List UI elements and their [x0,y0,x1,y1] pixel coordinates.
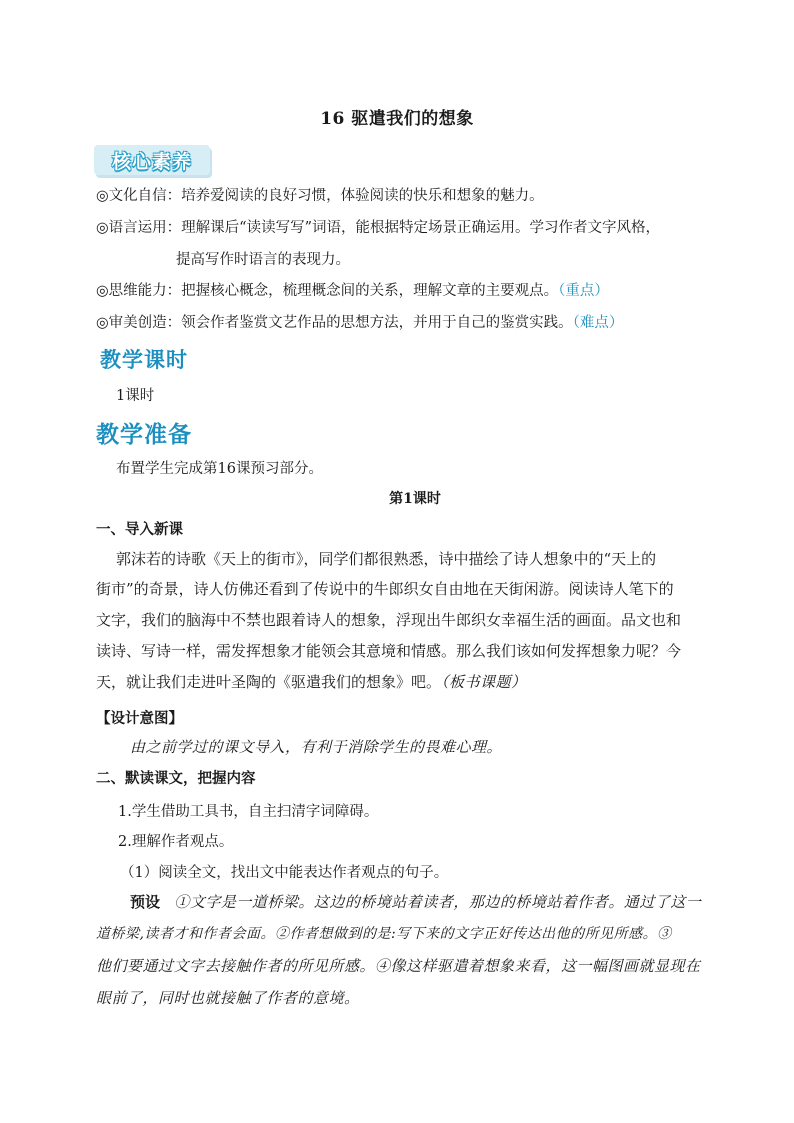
core-competency-badge-label: 核心素养 [111,151,192,173]
prep-text: 布置学生完成第16课预习部分。 [116,461,323,477]
competency-thinking: ◎思维能力：把握核心概念，梳理概念间的关系，理解文章的主要观点。（重点） [96,283,609,299]
prep-heading: 教学准备 [96,422,192,448]
competency-culture: ◎文化自信：培养爱阅读的良好习惯，体验阅读的快乐和想象的魅力。 [96,188,544,204]
page-title: 16 驱遣我们的想象 [320,109,474,129]
competency-language: ◎语言运用：理解课后“读读写写”词语，能根据特定场景正确运用。学习作者文字风格， [96,220,660,236]
board-note: （板书课题） [441,673,527,691]
section2-step1: 1.学生借助工具书，自主扫清字词障碍。 [118,804,379,820]
preset-line-1: 预设 ①文字是一道桥梁。这边的桥境站着读者，那边的桥境站着作者。通过了这一 [130,893,702,911]
section2-step2: 2.理解作者观点。 [118,834,234,850]
design-intent-text: 由之前学过的课文导入，有利于消除学生的畏难心理。 [130,738,503,756]
hours-heading: 教学课时 [100,348,188,372]
preset-label: 预设 [130,893,161,911]
section1-heading: 一、导入新课 [96,521,183,538]
difficult-point-tag: （难点） [572,315,624,331]
section1-line-2: 街市”的奇景，诗人仿佛还看到了传说中的牛郎织女自由地在天街闲游。阅读诗人笔下的 [96,580,674,598]
preset-line-2: 道桥梁,读者才和作者会面。②作者想做到的是:写下来的文字正好传达出他的所见所感。③ [96,926,672,942]
competency-aesthetic: ◎审美创造：领会作者鉴赏文艺作品的思想方法，并用于自己的鉴赏实践。（难点） [96,315,624,331]
competency-language-cont: 提高写作时语言的表现力。 [176,252,350,268]
section1-line-4: 读诗、写诗一样，需发挥想象才能领会其意境和情感。那么我们该如何发挥想象力呢？今 [96,642,682,660]
session-title: 第1课时 [389,491,441,507]
preset-line-4: 眼前了，同时也就接触了作者的意境。 [96,989,360,1007]
hours-value: 1课时 [116,388,155,404]
section1-line-1: 郭沫若的诗歌《天上的街市》，同学们都很熟悉，诗中描绘了诗人想象中的“天上的 [116,550,657,568]
section2-step2-sub: （1）阅读全文，找出文中能表达作者观点的句子。 [120,865,449,881]
key-point-tag: （重点） [558,283,609,299]
preset-line-3: 他们要通过文字去接触作者的所见所感。④像这样驱遣着想象来看，这一幅图画就显现在 [96,957,701,975]
section2-heading: 二、默读课文，把握内容 [96,770,256,787]
section1-line-3: 文字，我们的脑海中不禁也跟着诗人的想象，浮现出牛郎织女幸福生活的画面。品文也和 [96,611,682,629]
section1-line-5: 天，就让我们走进叶圣陶的《驱遣我们的想象》吧。（板书课题） [96,673,527,691]
design-intent-label: 【设计意图】 [96,710,183,727]
core-competency-badge [94,145,210,175]
